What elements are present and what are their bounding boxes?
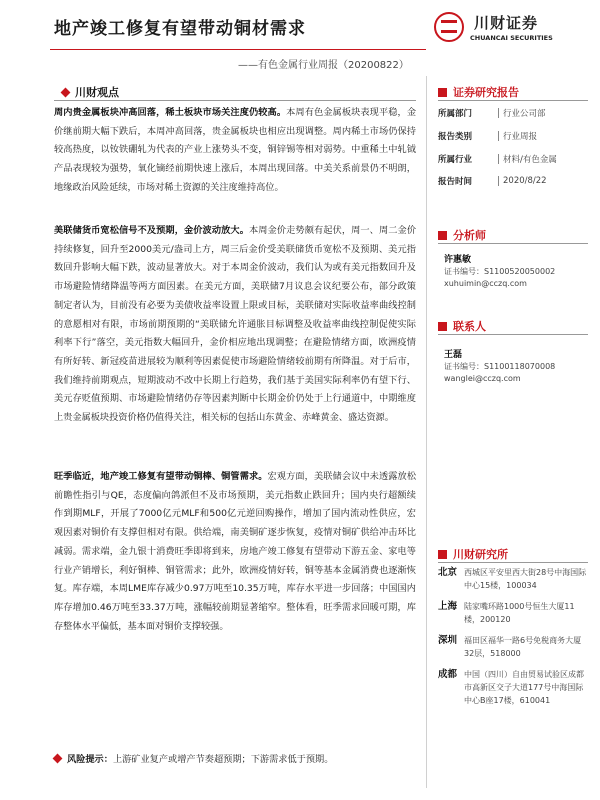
- square-bullet-icon: [438, 88, 447, 97]
- contact-card: [444, 349, 555, 385]
- paragraph-lead: 旺季临近，地产竣工修复有望带动铜棒、铜管需求。: [54, 471, 268, 482]
- section-header-institute: [438, 546, 588, 562]
- square-bullet-icon: [438, 550, 447, 559]
- section-header-analyst: [438, 227, 588, 243]
- office-chengdu: [438, 668, 588, 707]
- info-value: 2020/8/22: [503, 176, 547, 186]
- paragraph-gold: [54, 222, 416, 428]
- logo-name-en: CHUANCAI SECURITIES: [470, 34, 553, 42]
- info-value: 行业公司部: [503, 109, 546, 119]
- analyst-card: [444, 254, 555, 290]
- diamond-bullet-icon: [61, 87, 71, 97]
- contact-cert: 证书编号：S1100118070008: [444, 362, 556, 371]
- info-separator: [498, 176, 499, 186]
- institute-title: 川财研究所: [453, 548, 508, 561]
- office-shanghai: [438, 600, 588, 626]
- paragraph-copper: [54, 468, 416, 636]
- office-beijing: [438, 566, 588, 592]
- info-separator: [498, 131, 499, 141]
- title-divider: [50, 49, 426, 50]
- info-label: 所属部门: [438, 109, 473, 119]
- square-bullet-icon: [438, 322, 447, 331]
- info-label: 报告时间: [438, 177, 473, 187]
- contact-email[interactable]: wanglei@cczq.com: [444, 374, 521, 383]
- section-title: 川财观点: [75, 86, 119, 99]
- office-city: 上海: [438, 601, 458, 612]
- info-separator: [498, 154, 499, 164]
- paragraph-body: 本周金价走势颇有起伏，周一、周二金价持续修复，回升至2000美元/盎司上方，周三后金价受美联储货币宽松不及预期、美元指数回升影响大幅下跌，波动显著放大。对于本周金价波动，我们认为或有美元指数回升及市场避险情绪降温等两方面因素。在美元方面，美联储7月议息会议纪要公布，部分政策制定者认为，目前没有必要为美债收益率设置上限或目标，美联储对实际收益率曲线控制的意愿相对有限，市场前期预期的“美联储允许通胀目标调整及收益率曲线控制促使实际利率下行”落空，美元指数大幅回升，金价相应地出现调整；在避险情绪方面，欧洲疫情有所好转、新冠疫苗进展较为顺利等因素促使市场避险情绪较前期有所降温。对于后市，我们维持前期观点，短期波动不改中长期上行趋势，我们基于美国实际利率仍有望下行、美元存贬值预期、市场避险情绪仍存等因素判断中长期金价仍处于上行通道中，中期维度上贵金属板块投资价格仍值得关注，相关标的包括山东黄金、赤峰黄金、盛达资源。: [54, 225, 417, 424]
- analyst-email[interactable]: xuhuimin@cczq.com: [444, 279, 527, 288]
- office-address: 西城区平安里西大街28号中海国际中心15楼，100034: [464, 568, 587, 590]
- section-header-report: [438, 84, 588, 100]
- info-row-category: [438, 127, 590, 145]
- contact-name: 王磊: [444, 350, 463, 360]
- section-header-view: [62, 84, 119, 100]
- column-divider: [426, 76, 427, 788]
- diamond-bullet-icon: [53, 754, 63, 764]
- paragraph-lead: 美联储货币宽松信号不及预期，金价波动放大。: [54, 225, 249, 236]
- info-value: 行业周报: [503, 132, 538, 142]
- info-row-industry: [438, 150, 590, 168]
- office-city: 深圳: [438, 635, 458, 646]
- section-divider: [438, 562, 588, 563]
- chuancai-logo-icon: [434, 12, 464, 42]
- contact-section-title: 联系人: [453, 320, 486, 333]
- info-row-date: [438, 172, 590, 190]
- info-row-department: [438, 104, 590, 122]
- analyst-section-title: 分析师: [453, 229, 486, 242]
- paragraph-body: 宏观方面，美联储会议中未透露放松前瞻性指引与QE，态度偏向鸽派但不及市场预期，美元指数止跌回升；国内央行超额续作到期MLF，开展了7000亿元MLF和500亿元逆回购操作，增加了国内流动性供应，宏观因素对铜价有支撑但相对有限。供给端，南美铜矿逐步恢复，疫情对铜矿供给冲击环比减弱。需求端，金九银十消费旺季即将到来，房地产竣工修复有望带动下游五金、家电等行业产销增长，利好铜棒、铜管需求；此外，欧洲疫情好转，铜等基本金属消费也逐渐恢复。库存端，本周LME库存减少0.97万吨至10.35万吨，库存水平进一步回落；中国国内库存增加0.46万吨至33.37万吨，涨幅较前期显著缩窄。整体看，旺季需求回暖可期，库存整体水平偏低，基本面对铜价支撑较强。: [54, 471, 417, 632]
- section-divider: [438, 243, 588, 244]
- section-divider: [54, 100, 416, 101]
- risk-text: 上游矿业复产或增产节奏超预期；下游需求低于预期。: [112, 754, 334, 765]
- section-divider: [438, 334, 588, 335]
- info-label: 所属行业: [438, 155, 473, 165]
- section-divider: [438, 100, 588, 101]
- analyst-cert: 证书编号：S1100520050002: [444, 267, 556, 276]
- risk-warning: [54, 752, 416, 768]
- info-value: 材料/有色金属: [503, 155, 557, 165]
- office-shenzhen: [438, 634, 588, 660]
- report-type-title: 证券研究报告: [453, 86, 519, 99]
- paragraph-precious-metals: [54, 104, 416, 198]
- info-label: 报告类别: [438, 132, 473, 142]
- logo-name-cn: 川财证券: [474, 14, 539, 32]
- office-address: 陆家嘴环路1000号恒生大厦11楼，200120: [464, 602, 575, 624]
- report-subtitle: ——有色金属行业周报（20200822）: [238, 60, 409, 71]
- office-address: 福田区福华一路6号免税商务大厦32层，518000: [464, 636, 582, 658]
- info-separator: [498, 108, 499, 118]
- report-title: 地产竣工修复有望带动铜材需求: [54, 19, 306, 39]
- office-city: 北京: [438, 567, 458, 578]
- risk-label: 风险提示：: [67, 754, 113, 765]
- paragraph-lead: 周内贵金属板块冲高回落，稀土板块市场关注度仍较高。: [54, 107, 287, 118]
- analyst-name: 许惠敏: [444, 255, 472, 265]
- office-address: 中国（四川）自由贸易试验区成都市高新区交子大道177号中海国际中心B座17楼，610041: [464, 670, 584, 705]
- paragraph-body: 本周有色金属板块表现平稳，金价继前期大幅下跌后，本周冲高回落，贵金属板块也相应出现调整。周内稀土市场仍保持较高热度，以钕铁硼轧为代表的产业上涨势头不变，铜锌锡等相对弱势。中重稀土中轧钺产品表现较为强势，氧化镝经前期快速上涨后，本周出现回落。中美关系前景仍不明朗，地缘政治风险延续，市场对稀土资源的关注度维持高位。: [54, 107, 417, 193]
- section-header-contact: [438, 318, 588, 334]
- square-bullet-icon: [438, 231, 447, 240]
- company-logo: [434, 12, 574, 46]
- office-city: 成都: [438, 669, 458, 680]
